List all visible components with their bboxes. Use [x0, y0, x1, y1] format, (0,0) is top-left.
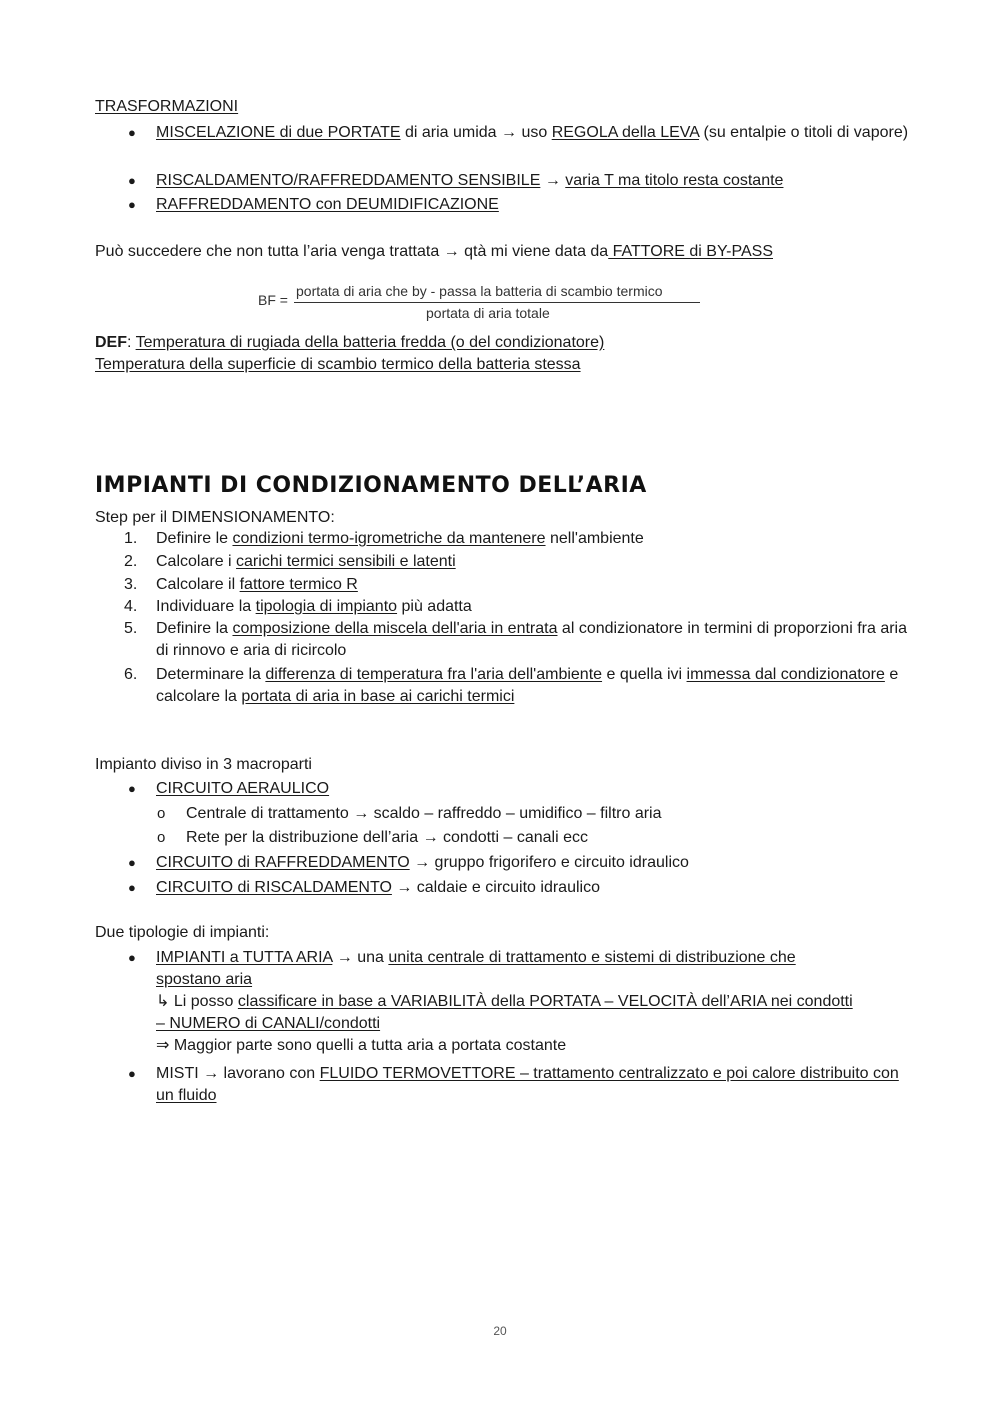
- bullet-marker: ●: [128, 1066, 136, 1081]
- sub-list-item: Centrale di trattamento → scaldo – raffreddo – umidifico – filtro aria: [186, 805, 662, 822]
- list-item-misti: MISTI → lavorano con FLUIDO TERMOVETTORE – trattamento centralizzato e poi calore distribuito con un fluido: [156, 1065, 899, 1104]
- formula-numerator: portata di aria che by - passa la batteria di scambio termico: [296, 283, 663, 299]
- step-number: 1.: [124, 530, 138, 547]
- bullet-marker: ●: [128, 197, 136, 212]
- step-item: Calcolare il fattore termico R: [156, 576, 358, 593]
- section-title-trasformazioni: TRASFORMAZIONI: [95, 98, 239, 115]
- sub-bullet-marker: o: [157, 829, 166, 846]
- list-item-tutta-aria: IMPIANTI a TUTTA ARIA → una unita centrale di trattamento e sistemi di distribuzione che spostano aria ↳ Li posso classificare in base a VARIABILITÀ della PORTATA – VELOCITÀ dell’ARIA nei condotti – NUMERO di CANALI/condotti ⇒ Maggior parte sono quelli a tutta aria a portata costante: [156, 947, 856, 1057]
- types-intro: Due tipologie di impianti:: [95, 924, 270, 941]
- step-item: Individuare la tipologia di impianto più adatta: [156, 598, 472, 615]
- bullet-marker: ●: [128, 950, 136, 965]
- list-item: RISCALDAMENTO/RAFFREDDAMENTO SENSIBILE → varia T ma titolo resta costante: [156, 172, 784, 189]
- step-number: 2.: [124, 553, 138, 570]
- step-number: 5.: [124, 620, 138, 637]
- bullet-marker: ●: [128, 125, 136, 140]
- steps-intro: Step per il DIMENSIONAMENTO:: [95, 509, 335, 526]
- list-item: MISCELAZIONE di due PORTATE di aria umida → uso REGOLA della LEVA (su entalpie o titoli di vapore): [156, 124, 909, 141]
- page-number: 20: [493, 1324, 507, 1338]
- section-heading-impianti: IMPIANTI DI CONDIZIONAMENTO DELL’ARIA: [95, 473, 647, 498]
- step-number: 4.: [124, 598, 138, 615]
- step-item: Calcolare i carichi termici sensibili e latenti: [156, 553, 456, 570]
- formula-lhs: BF =: [258, 292, 288, 308]
- list-item: RAFFREDDAMENTO con DEUMIDIFICAZIONE: [156, 196, 499, 213]
- fraction-bar: [294, 302, 700, 303]
- step-number: 6.: [124, 666, 138, 683]
- step-number: 3.: [124, 576, 138, 593]
- bullet-marker: ●: [128, 173, 136, 188]
- definition-line-2: Temperatura della superficie di scambio termico della batteria stessa: [95, 356, 581, 373]
- note-line: ⇒ Maggior parte sono quelli a tutta aria a portata costante: [156, 1037, 567, 1054]
- sub-bullet-marker: o: [157, 805, 166, 822]
- macro-intro: Impianto diviso in 3 macroparti: [95, 756, 312, 773]
- list-item: CIRCUITO di RAFFREDDAMENTO → gruppo frigorifero e circuito idraulico: [156, 854, 689, 871]
- bullet-marker: ●: [128, 880, 136, 895]
- definition-line: DEF: Temperatura di rugiada della batteria fredda (o del condizionatore): [95, 334, 605, 351]
- step-item: Determinare la differenza di temperatura fra l'aria dell'ambiente e quella ivi immessa dal condizionatore e calcolare la portata di aria in base ai carichi termici: [156, 666, 899, 705]
- step-item: Definire la composizione della miscela dell'aria in entrata al condizionatore in termini di proporzioni fra aria di rinnovo e aria di ricircolo: [156, 620, 907, 659]
- list-item: CIRCUITO AERAULICO: [156, 780, 330, 797]
- step-item: Definire le condizioni termo-igrometriche da mantenere nell'ambiente: [156, 530, 644, 547]
- bullet-marker: ●: [128, 855, 136, 870]
- bullet-marker: ●: [128, 781, 136, 796]
- formula-denominator: portata di aria totale: [426, 305, 550, 321]
- bypass-paragraph: Può succedere che non tutta l’aria venga trattata → qtà mi viene data da FATTORE di BY-PASS: [95, 243, 773, 260]
- sub-list-item: Rete per la distribuzione dell’aria → condotti – canali ecc: [186, 829, 588, 846]
- list-item: CIRCUITO di RISCALDAMENTO → caldaie e circuito idraulico: [156, 879, 600, 896]
